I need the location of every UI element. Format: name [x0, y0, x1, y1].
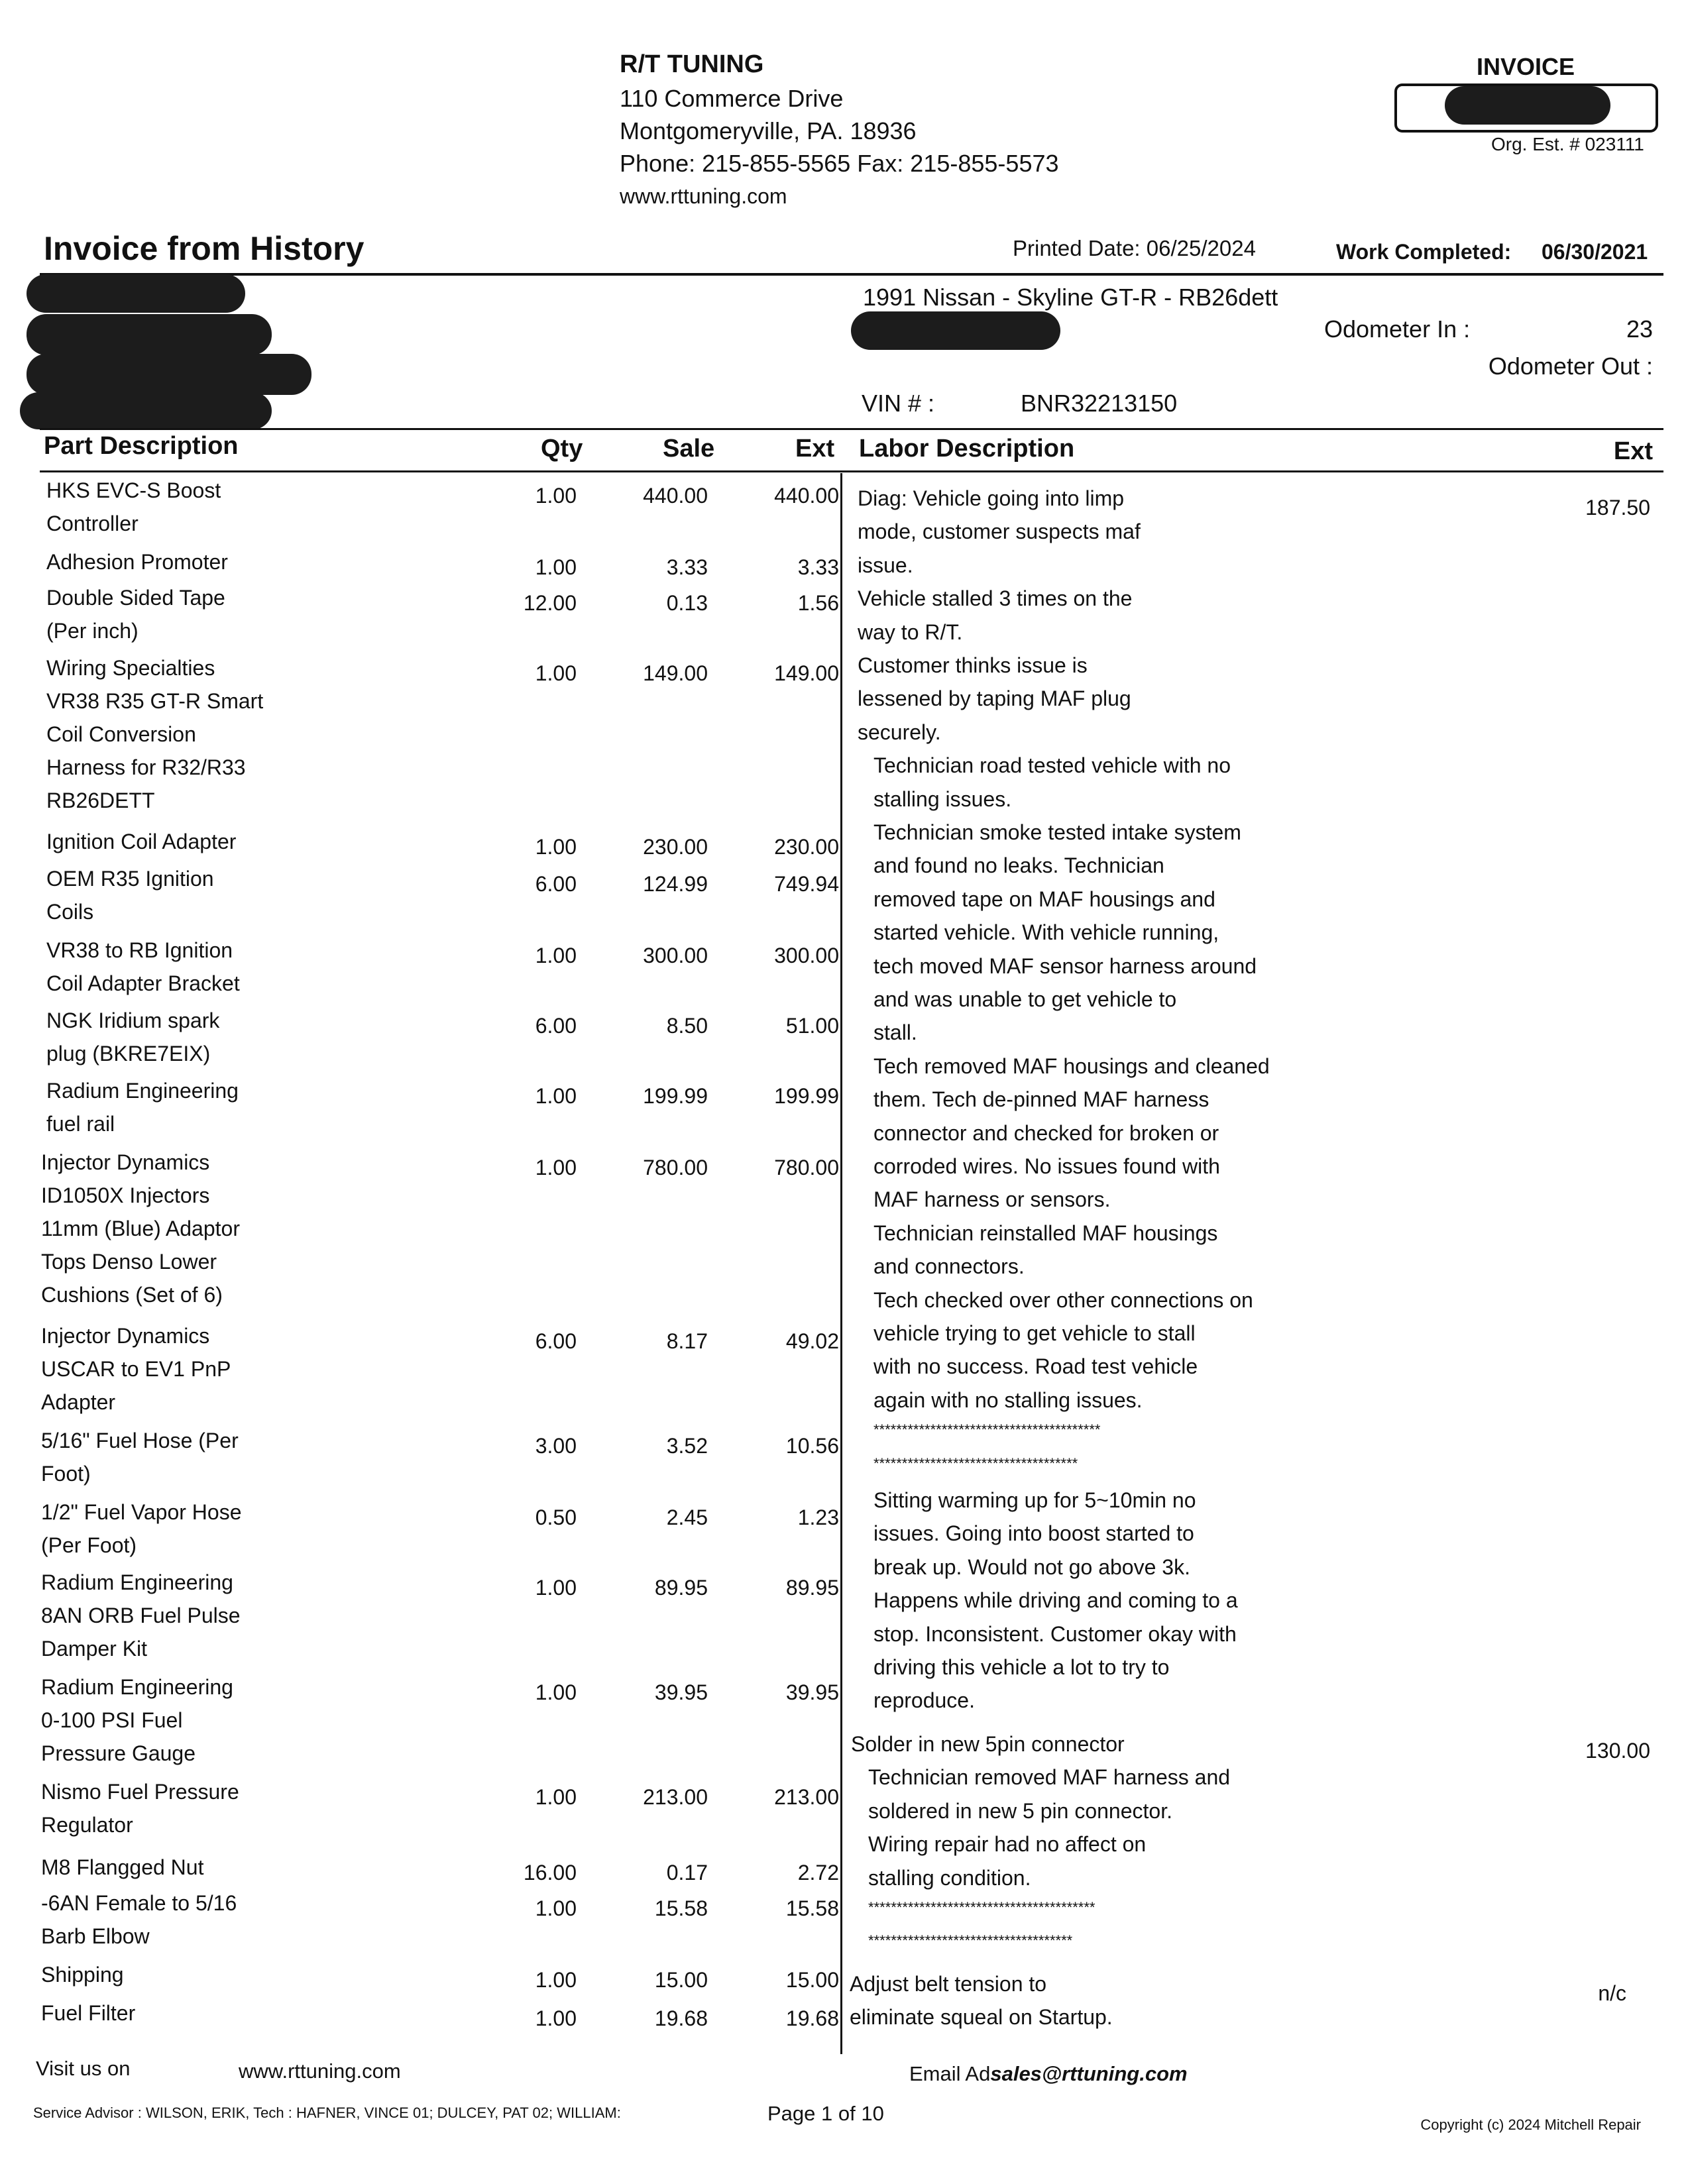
- footer-visit-label: Visit us on: [36, 2057, 131, 2080]
- labor-line: Technician reinstalled MAF housings: [873, 1221, 1218, 1245]
- col-labor-ext: Ext: [1613, 437, 1653, 465]
- customer-street-redaction: [27, 314, 272, 355]
- labor-line: lessened by taping MAF plug: [858, 686, 1131, 711]
- labor-line: and connectors.: [873, 1254, 1025, 1279]
- labor-line: Technician road tested vehicle with no: [873, 753, 1231, 778]
- labor-line: securely.: [858, 720, 941, 744]
- customer-cell-redaction: [20, 392, 272, 429]
- part-ext: 1.23: [797, 1505, 839, 1529]
- labor-line: stalling condition.: [868, 1865, 1031, 1890]
- vehicle-description: 1991 Nissan - Skyline GT-R - RB26dett: [863, 284, 1278, 311]
- part-qty: 1.00: [535, 1084, 577, 1108]
- customer-city-redaction: [27, 354, 311, 395]
- labor-line: tech moved MAF sensor harness around: [873, 954, 1257, 978]
- part-ext: 15.58: [785, 1896, 839, 1920]
- part-description-line: Coil Adapter Bracket: [46, 971, 240, 995]
- labor-line: vehicle trying to get vehicle to stall: [873, 1321, 1196, 1345]
- labor-solder-ext: 130.00: [1585, 1739, 1650, 1763]
- labor-line: Adjust belt tension to: [850, 1972, 1047, 1996]
- part-description-line: fuel rail: [46, 1112, 115, 1136]
- part-description-line: (Per Foot): [41, 1533, 137, 1557]
- part-description-line: Foot): [41, 1462, 91, 1486]
- part-sale: 3.33: [666, 555, 708, 579]
- part-sale: 230.00: [643, 835, 708, 859]
- labor-line: reproduce.: [873, 1688, 975, 1713]
- part-sale: 39.95: [654, 1680, 708, 1704]
- part-ext: 149.00: [774, 661, 839, 685]
- labor-line: stall.: [873, 1020, 917, 1045]
- labor-line: ****************************************: [873, 1421, 1101, 1439]
- part-description-line: Harness for R32/R33: [46, 755, 246, 779]
- part-description-line: RB26DETT: [46, 789, 155, 812]
- part-description-line: VR38 to RB Ignition: [46, 938, 233, 962]
- col-sale: Sale: [663, 435, 715, 463]
- labor-line: soldered in new 5 pin connector.: [868, 1798, 1172, 1823]
- part-ext: 51.00: [785, 1014, 839, 1038]
- part-description-line: HKS EVC-S Boost: [46, 478, 221, 502]
- part-description-line: Wiring Specialties: [46, 656, 215, 680]
- part-qty: 1.00: [535, 1680, 577, 1704]
- part-ext: 213.00: [774, 1785, 839, 1809]
- part-sale: 0.17: [666, 1861, 708, 1884]
- part-description-line: 1/2" Fuel Vapor Hose: [41, 1500, 242, 1524]
- labor-line: Sitting warming up for 5~10min no: [873, 1488, 1196, 1512]
- labor-line: issues. Going into boost started to: [873, 1521, 1194, 1546]
- invoice-number-redaction: [1445, 86, 1610, 125]
- odometer-in-label: Odometer In :: [1324, 315, 1471, 343]
- part-ext: 3.33: [797, 555, 839, 579]
- labor-line: again with no stalling issues.: [873, 1388, 1143, 1412]
- part-description-line: Double Sided Tape: [46, 586, 225, 610]
- labor-line: MAF harness or sensors.: [873, 1187, 1111, 1212]
- part-ext: 749.94: [774, 872, 839, 896]
- part-description-line: -6AN Female to 5/16: [41, 1891, 237, 1915]
- part-qty: 1.00: [535, 2006, 577, 2030]
- part-qty: 6.00: [535, 872, 577, 896]
- license-redaction: [851, 311, 1060, 350]
- labor-line: driving this vehicle a lot to try to: [873, 1655, 1170, 1679]
- company-address-line1: 110 Commerce Drive: [620, 85, 844, 112]
- part-description-line: Damper Kit: [41, 1637, 148, 1661]
- labor-line: ****************************************: [868, 1899, 1096, 1916]
- part-sale: 0.13: [666, 591, 708, 615]
- part-sale: 3.52: [666, 1434, 708, 1458]
- labor-line: stalling issues.: [873, 787, 1012, 811]
- part-description-line: Radium Engineering: [46, 1079, 239, 1103]
- part-sale: 8.17: [666, 1329, 708, 1353]
- part-qty: 1.00: [535, 661, 577, 685]
- part-description-line: Injector Dynamics: [41, 1150, 210, 1174]
- vin-value: BNR32213150: [1021, 390, 1178, 417]
- col-qty: Qty: [541, 435, 583, 463]
- part-description-line: Tops Denso Lower: [41, 1250, 217, 1274]
- part-description-line: 11mm (Blue) Adaptor: [41, 1217, 240, 1240]
- part-qty: 6.00: [535, 1014, 577, 1038]
- labor-diag-ext: 187.50: [1585, 496, 1650, 519]
- part-description-line: Radium Engineering: [41, 1570, 233, 1594]
- part-description-line: Fuel Filter: [41, 2001, 136, 2025]
- part-description-line: 8AN ORB Fuel Pulse: [41, 1604, 241, 1627]
- part-description-line: Barb Elbow: [41, 1924, 150, 1948]
- part-qty: 3.00: [535, 1434, 577, 1458]
- part-description-line: Ignition Coil Adapter: [46, 830, 237, 853]
- footer-service-advisor: Service Advisor : WILSON, ERIK, Tech : HAFNER, VINCE 01; DULCEY, PAT 02; WILLIAM:: [33, 2104, 621, 2121]
- part-ext: 300.00: [774, 944, 839, 967]
- part-sale: 440.00: [643, 484, 708, 508]
- labor-line: stop. Inconsistent. Customer okay with: [873, 1621, 1237, 1646]
- header-divider: [40, 470, 1663, 472]
- part-qty: 1.00: [535, 1156, 577, 1179]
- part-ext: 89.95: [785, 1576, 839, 1600]
- part-sale: 15.00: [654, 1968, 708, 1992]
- vehicle-divider: [40, 428, 1663, 430]
- footer-copyright: Copyright (c) 2024 Mitchell Repair: [1420, 2116, 1641, 2133]
- col-ext: Ext: [795, 435, 835, 463]
- part-description-line: Radium Engineering: [41, 1675, 233, 1699]
- labor-line: and found no leaks. Technician: [873, 853, 1164, 878]
- company-address-line2: Montgomeryville, PA. 18936: [620, 117, 917, 144]
- col-part-description: Part Description: [44, 432, 239, 460]
- part-qty: 1.00: [535, 835, 577, 859]
- labor-line: corroded wires. No issues found with: [873, 1154, 1220, 1178]
- part-ext: 230.00: [774, 835, 839, 859]
- part-qty: 6.00: [535, 1329, 577, 1353]
- footer-visit-url: www.rttuning.com: [239, 2059, 401, 2083]
- part-ext: 1.56: [797, 591, 839, 615]
- labor-line: Technician removed MAF harness and: [868, 1765, 1231, 1790]
- part-sale: 89.95: [654, 1576, 708, 1600]
- labor-line: ************************************: [868, 1932, 1073, 1949]
- company-website: www.rttuning.com: [620, 184, 787, 208]
- work-completed-date: 06/30/2021: [1542, 240, 1648, 264]
- labor-line: Tech removed MAF housings and cleaned: [873, 1054, 1270, 1078]
- part-ext: 780.00: [774, 1156, 839, 1179]
- part-ext: 10.56: [785, 1434, 839, 1458]
- part-qty: 1.00: [535, 1896, 577, 1920]
- part-description-line: 0-100 PSI Fuel: [41, 1708, 183, 1732]
- work-completed-label: Work Completed:: [1336, 240, 1512, 264]
- labor-line: Customer thinks issue is: [858, 653, 1088, 677]
- footer-email-address: sales@rttuning.com: [990, 2062, 1188, 2085]
- part-sale: 780.00: [643, 1156, 708, 1179]
- printed-date: Printed Date: 06/25/2024: [1013, 236, 1256, 260]
- labor-line: Happens while driving and coming to a: [873, 1588, 1238, 1613]
- part-description-line: Coils: [46, 900, 94, 924]
- part-description-line: Regulator: [41, 1813, 133, 1837]
- labor-line: Solder in new 5pin connector: [851, 1732, 1125, 1756]
- part-qty: 1.00: [535, 1785, 577, 1809]
- part-description-line: Injector Dynamics: [41, 1324, 210, 1348]
- labor-line: way to R/T.: [858, 620, 963, 644]
- labor-line: started vehicle. With vehicle running,: [873, 920, 1219, 945]
- part-description-line: Coil Conversion: [46, 722, 196, 746]
- labor-line: ************************************: [873, 1454, 1078, 1472]
- labor-line: issue.: [858, 553, 913, 577]
- part-description-line: USCAR to EV1 PnP: [41, 1357, 231, 1381]
- part-description-line: OEM R35 Ignition: [46, 867, 214, 891]
- labor-line: Diag: Vehicle going into limp: [858, 486, 1125, 510]
- part-ext: 199.99: [774, 1084, 839, 1108]
- part-sale: 2.45: [666, 1505, 708, 1529]
- part-qty: 1.00: [535, 1968, 577, 1992]
- part-qty: 1.00: [535, 484, 577, 508]
- title-divider: [40, 273, 1663, 276]
- part-sale: 213.00: [643, 1785, 708, 1809]
- part-description-line: NGK Iridium spark: [46, 1009, 220, 1032]
- part-qty: 1.00: [535, 555, 577, 579]
- part-ext: 440.00: [774, 484, 839, 508]
- part-description-line: Adhesion Promoter: [46, 550, 228, 574]
- labor-line: Wiring repair had no affect on: [868, 1832, 1147, 1857]
- part-sale: 8.50: [666, 1014, 708, 1038]
- part-sale: 300.00: [643, 944, 708, 967]
- labor-belt-ext: n/c: [1598, 1981, 1626, 2005]
- part-sale: 19.68: [654, 2006, 708, 2030]
- part-description-line: (Per inch): [46, 619, 139, 643]
- labor-line: with no success. Road test vehicle: [873, 1354, 1198, 1379]
- page-title: Invoice from History: [44, 230, 365, 267]
- footer-email-label: Email Ad: [909, 2062, 991, 2085]
- part-description-line: ID1050X Injectors: [41, 1183, 210, 1207]
- part-sale: 149.00: [643, 661, 708, 685]
- part-ext: 2.72: [797, 1861, 839, 1884]
- footer-page-number: Page 1 of 10: [767, 2102, 884, 2125]
- odometer-out-label: Odometer Out :: [1488, 353, 1653, 380]
- labor-line: them. Tech de-pinned MAF harness: [873, 1087, 1209, 1112]
- part-ext: 39.95: [785, 1680, 839, 1704]
- company-name: R/T TUNING: [620, 50, 764, 78]
- part-sale: 15.58: [654, 1896, 708, 1920]
- labor-line: Vehicle stalled 3 times on the: [858, 586, 1133, 611]
- part-ext: 19.68: [785, 2006, 839, 2030]
- part-ext: 49.02: [785, 1329, 839, 1353]
- labor-line: eliminate squeal on Startup.: [850, 2005, 1113, 2030]
- labor-line: removed tape on MAF housings and: [873, 887, 1215, 911]
- part-qty: 16.00: [523, 1861, 577, 1884]
- footer-email: [909, 2062, 1188, 2086]
- part-description-line: VR38 R35 GT-R Smart: [46, 689, 264, 713]
- part-description-line: M8 Flangged Nut: [41, 1855, 204, 1879]
- part-description-line: Nismo Fuel Pressure: [41, 1780, 239, 1804]
- labor-line: and was unable to get vehicle to: [873, 987, 1177, 1011]
- part-description-line: Controller: [46, 512, 139, 535]
- labor-line: connector and checked for broken or: [873, 1120, 1219, 1145]
- labor-line: break up. Would not go above 3k.: [873, 1555, 1190, 1579]
- customer-name-redaction: [27, 274, 245, 313]
- part-description-line: plug (BKRE7EIX): [46, 1042, 211, 1065]
- labor-line: Tech checked over other connections on: [873, 1287, 1253, 1312]
- part-qty: 1.00: [535, 944, 577, 967]
- odometer-in-value: 23: [1626, 315, 1653, 343]
- invoice-label: INVOICE: [1477, 53, 1575, 80]
- part-qty: 1.00: [535, 1576, 577, 1600]
- part-qty: 0.50: [535, 1505, 577, 1529]
- column-divider: [840, 473, 842, 2054]
- part-sale: 124.99: [643, 872, 708, 896]
- part-description-line: Adapter: [41, 1390, 116, 1414]
- labor-line: Technician smoke tested intake system: [873, 820, 1241, 844]
- org-est-number: Org. Est. # 023111: [1491, 134, 1644, 154]
- part-description-line: Pressure Gauge: [41, 1741, 196, 1765]
- part-qty: 12.00: [523, 591, 577, 615]
- part-description-line: Cushions (Set of 6): [41, 1283, 223, 1307]
- company-phone-fax: Phone: 215-855-5565 Fax: 215-855-5573: [620, 150, 1059, 177]
- part-ext: 15.00: [785, 1968, 839, 1992]
- part-sale: 199.99: [643, 1084, 708, 1108]
- vin-label: VIN # :: [862, 390, 935, 417]
- col-labor-description: Labor Description: [859, 435, 1075, 463]
- part-description-line: 5/16" Fuel Hose (Per: [41, 1429, 239, 1452]
- part-description-line: Shipping: [41, 1963, 124, 1987]
- labor-line: mode, customer suspects maf: [858, 519, 1141, 544]
